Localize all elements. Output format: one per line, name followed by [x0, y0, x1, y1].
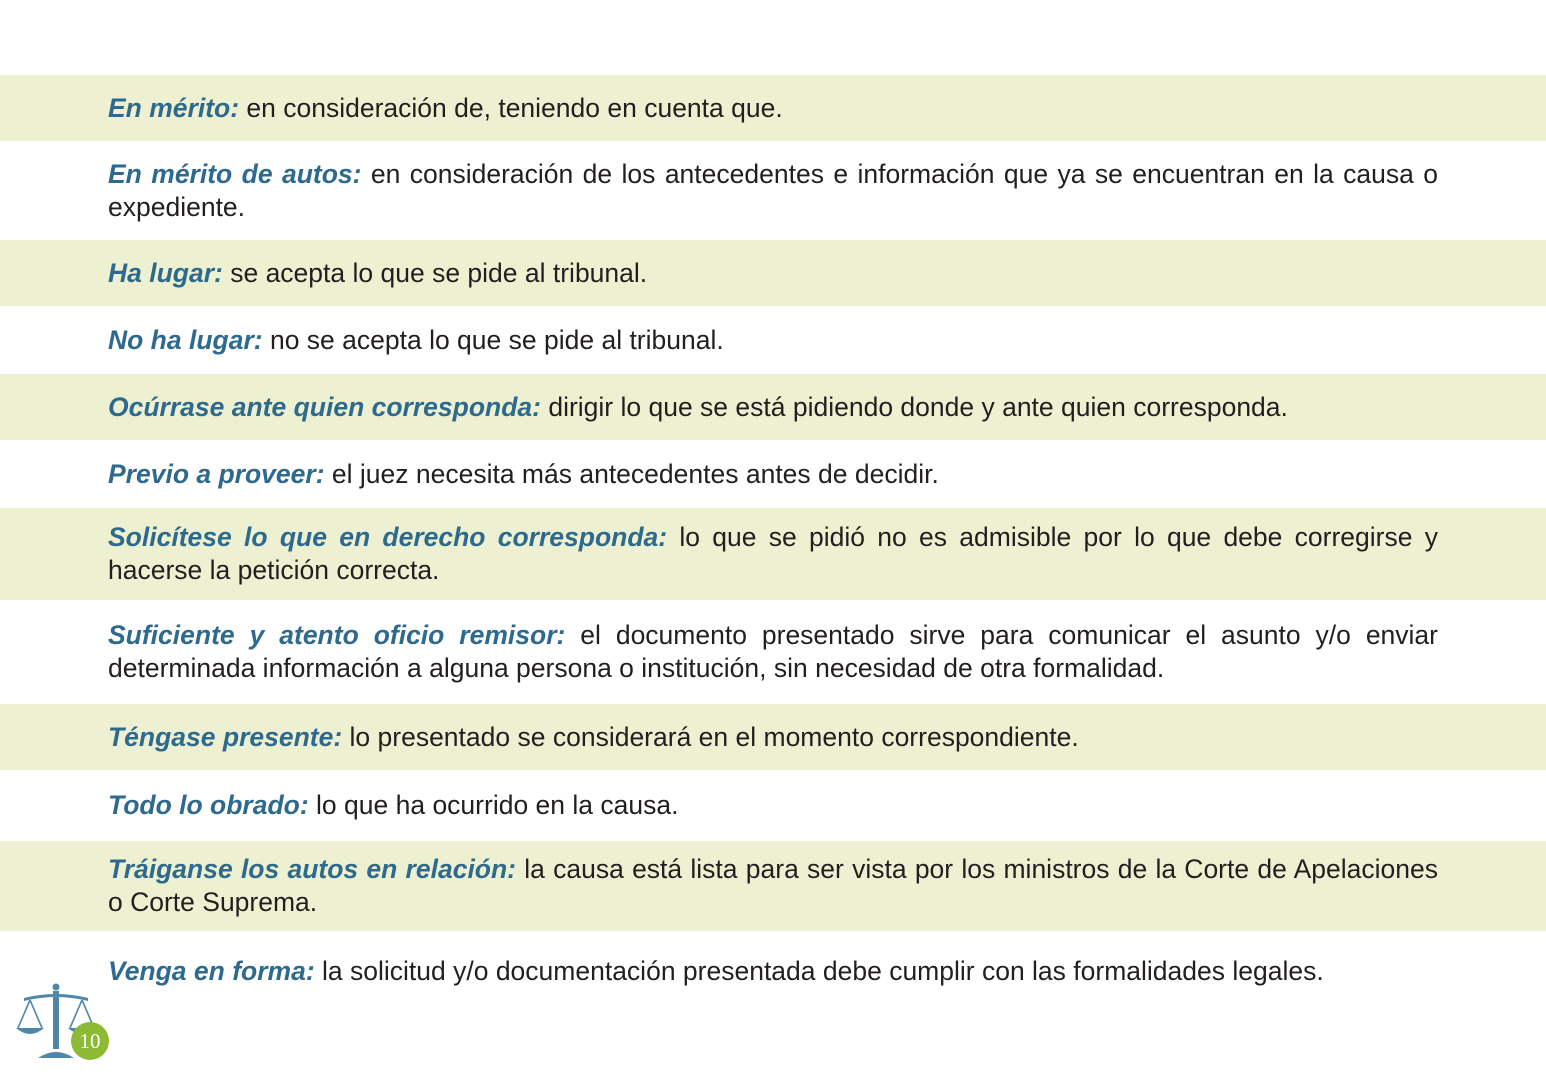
glossary-entry-ha-lugar [0, 240, 1546, 306]
entry-text [108, 521, 1438, 587]
entry-term: Téngase presente: [108, 721, 343, 752]
entry-text [108, 458, 1438, 491]
glossary-entry-traiganse [0, 841, 1546, 931]
entry-term: Ha lugar: [108, 257, 223, 288]
entry-definition: lo que ha ocurrido en la causa. [308, 790, 679, 820]
entry-definition: el juez necesita más antecedentes antes de decidir. [324, 458, 939, 489]
entry-text [108, 257, 1438, 290]
entry-definition: lo que se pidió no es admisible por lo que debe corregirse y hacerse la petición correcta. [108, 522, 1439, 585]
entry-term: En mérito de autos: [108, 158, 362, 189]
entry-term: Previo a proveer: [108, 458, 325, 489]
entry-definition: la causa está lista para ser vista por los ministros de la Corte de Apelaciones o Corte Suprema. [108, 854, 1438, 917]
glossary-entry-ocurrase [0, 374, 1546, 440]
entry-definition: dirigir lo que se está pidiendo donde y ante quien corresponda. [540, 391, 1288, 422]
entry-text [108, 721, 1438, 754]
glossary-entry-no-ha-lugar [0, 306, 1546, 374]
page-number-badge: 10 [71, 1022, 109, 1060]
entry-term: Solicítese lo que en derecho corresponda: [108, 522, 668, 552]
entry-text [108, 158, 1438, 224]
entry-term: No ha lugar: [108, 324, 263, 355]
entry-text [108, 955, 1438, 988]
entry-term: Suficiente y atento oficio remisor: [108, 620, 566, 650]
entry-definition: la solicitud y/o documentación presentada debe cumplir con las formalidades legales. [314, 955, 1324, 986]
glossary-entry-en-merito-de-autos [0, 141, 1546, 240]
entry-text [108, 391, 1438, 424]
glossary-entry-solicitese [0, 508, 1546, 600]
entry-definition: no se acepta lo que se pide al tribunal. [262, 324, 724, 355]
entry-text [108, 324, 1438, 357]
entry-term: Todo lo obrado: [108, 790, 309, 820]
entry-text [108, 853, 1438, 919]
entry-term: Venga en forma: [108, 955, 315, 986]
entry-text [108, 619, 1438, 685]
glossary-entry-tengase-presente [0, 704, 1546, 770]
entry-definition: el documento presentado sirve para comunicar el asunto y/o enviar determinada información a alguna persona o institución, sin necesidad de otra formalidad. [108, 620, 1438, 683]
entry-term: Ocúrrase ante quien corresponda: [108, 391, 541, 422]
entry-definition: se acepta lo que se pide al tribunal. [222, 257, 648, 288]
entry-text [108, 789, 1438, 822]
glossary-entry-previo-a-proveer [0, 440, 1546, 508]
glossary-entry-todo-lo-obrado [0, 770, 1546, 841]
glossary-entry-suficiente [0, 600, 1546, 704]
entry-term: Tráiganse los autos en relación: [108, 854, 517, 884]
glossary-entry-en-merito [0, 75, 1546, 141]
entry-definition: en consideración de los antecedentes e información que ya se encuentran en la causa o expediente. [108, 158, 1438, 222]
glossary-entry-venga-en-forma [0, 940, 1546, 1002]
entry-text [108, 92, 1438, 125]
entry-term: En mérito: [108, 92, 240, 123]
entry-definition: lo presentado se considerará en el momento correspondiente. [342, 721, 1079, 752]
entry-definition: en consideración de, teniendo en cuenta que. [239, 92, 783, 123]
